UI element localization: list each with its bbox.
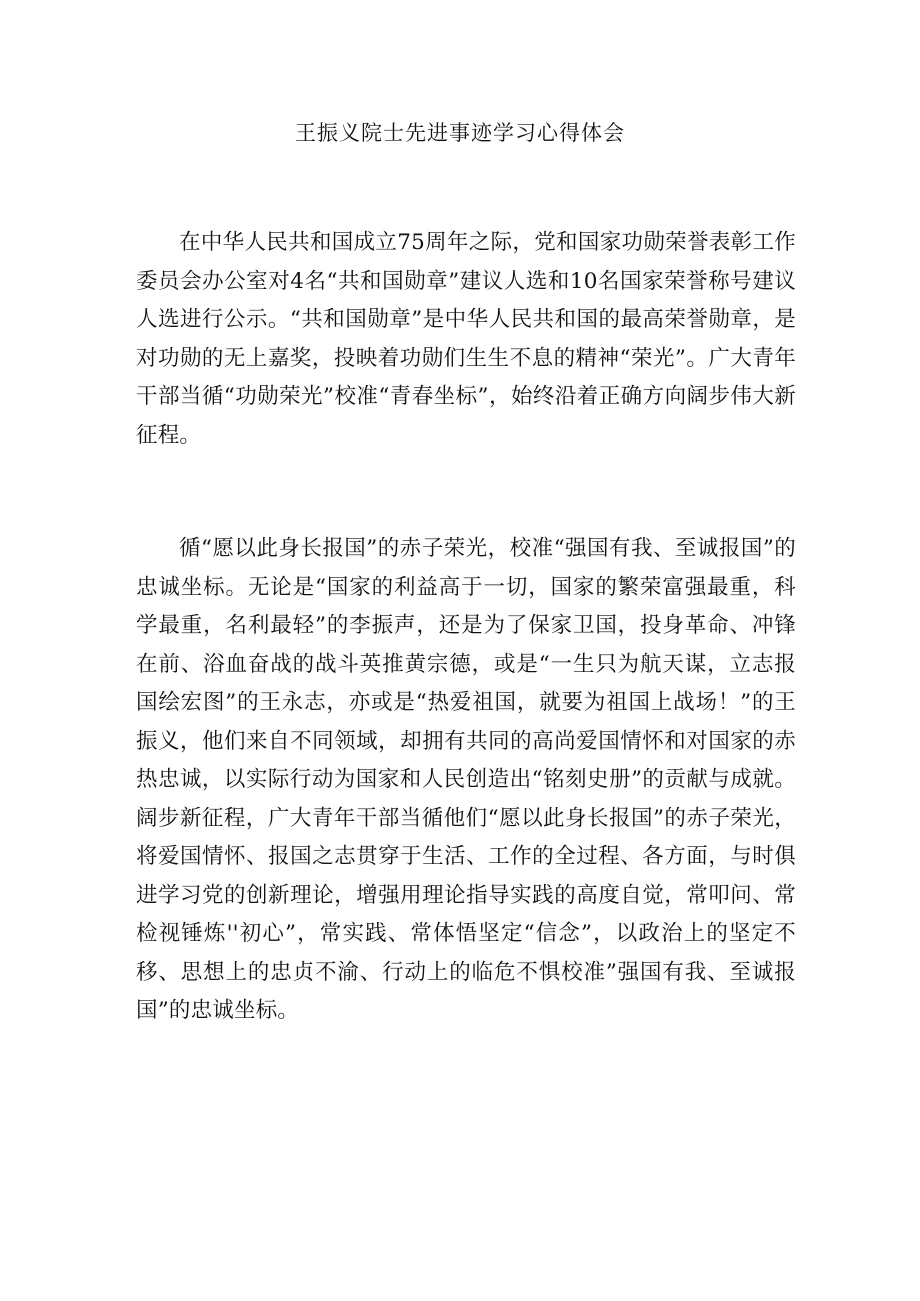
document-title: 王振义院士先进事迹学习心得体会: [295, 121, 625, 145]
paragraph-1: 在中华人民共和国成立75周年之际，党和国家功勋荣誉表彰工作委员会办公室对4名“共和国勋章”建议人选和10名国家荣誉称号建议人选进行公示。“共和国勋章”是中华人民共和国的最高荣誉勋章，是对功勋的无上嘉奖，投映着功勋们生生不息的精神“荣光”。广大青年干部当循“功勋荣光”校准“青春坐标”，始终沿着正确方向阔步伟大新征程。: [136, 230, 796, 448]
paragraph-2: 循“愿以此身长报国”的赤子荣光，校准“强国有我、至诚报国”的忠诚坐标。无论是“国家的利益高于一切，国家的繁荣富强最重，科学最重，名利最轻”的李振声，还是为了保家卫国，投身革命、冲锋在前、浴血奋战的战斗英推黄宗德，或是“一生只为航天谋，立志报国绘宏图”的王永志，亦或是“热爱祖国，就要为祖国上战场！”的王振义，他们来自不同领域，却拥有共同的高尚爱国情怀和对国家的赤热忠诚，以实际行动为国家和人民创造出“铭刻史册”的贡献与成就。阔步新征程，广大青年干部当循他们“愿以此身长报国”的赤子荣光，将爱国情怀、报国之志贯穿于生活、工作的全过程、各方面，与时俱进学习党的创新理论，增强用理论指导实践的高度自觉，常叩问、常检视锤炼''初心”，常实践、常体悟坚定“信念”，以政治上的坚定不移、思想上的忠贞不渝、行动上的临危不惧校准”强国有我、至诚报国”的忠诚坐标。: [136, 536, 796, 1023]
